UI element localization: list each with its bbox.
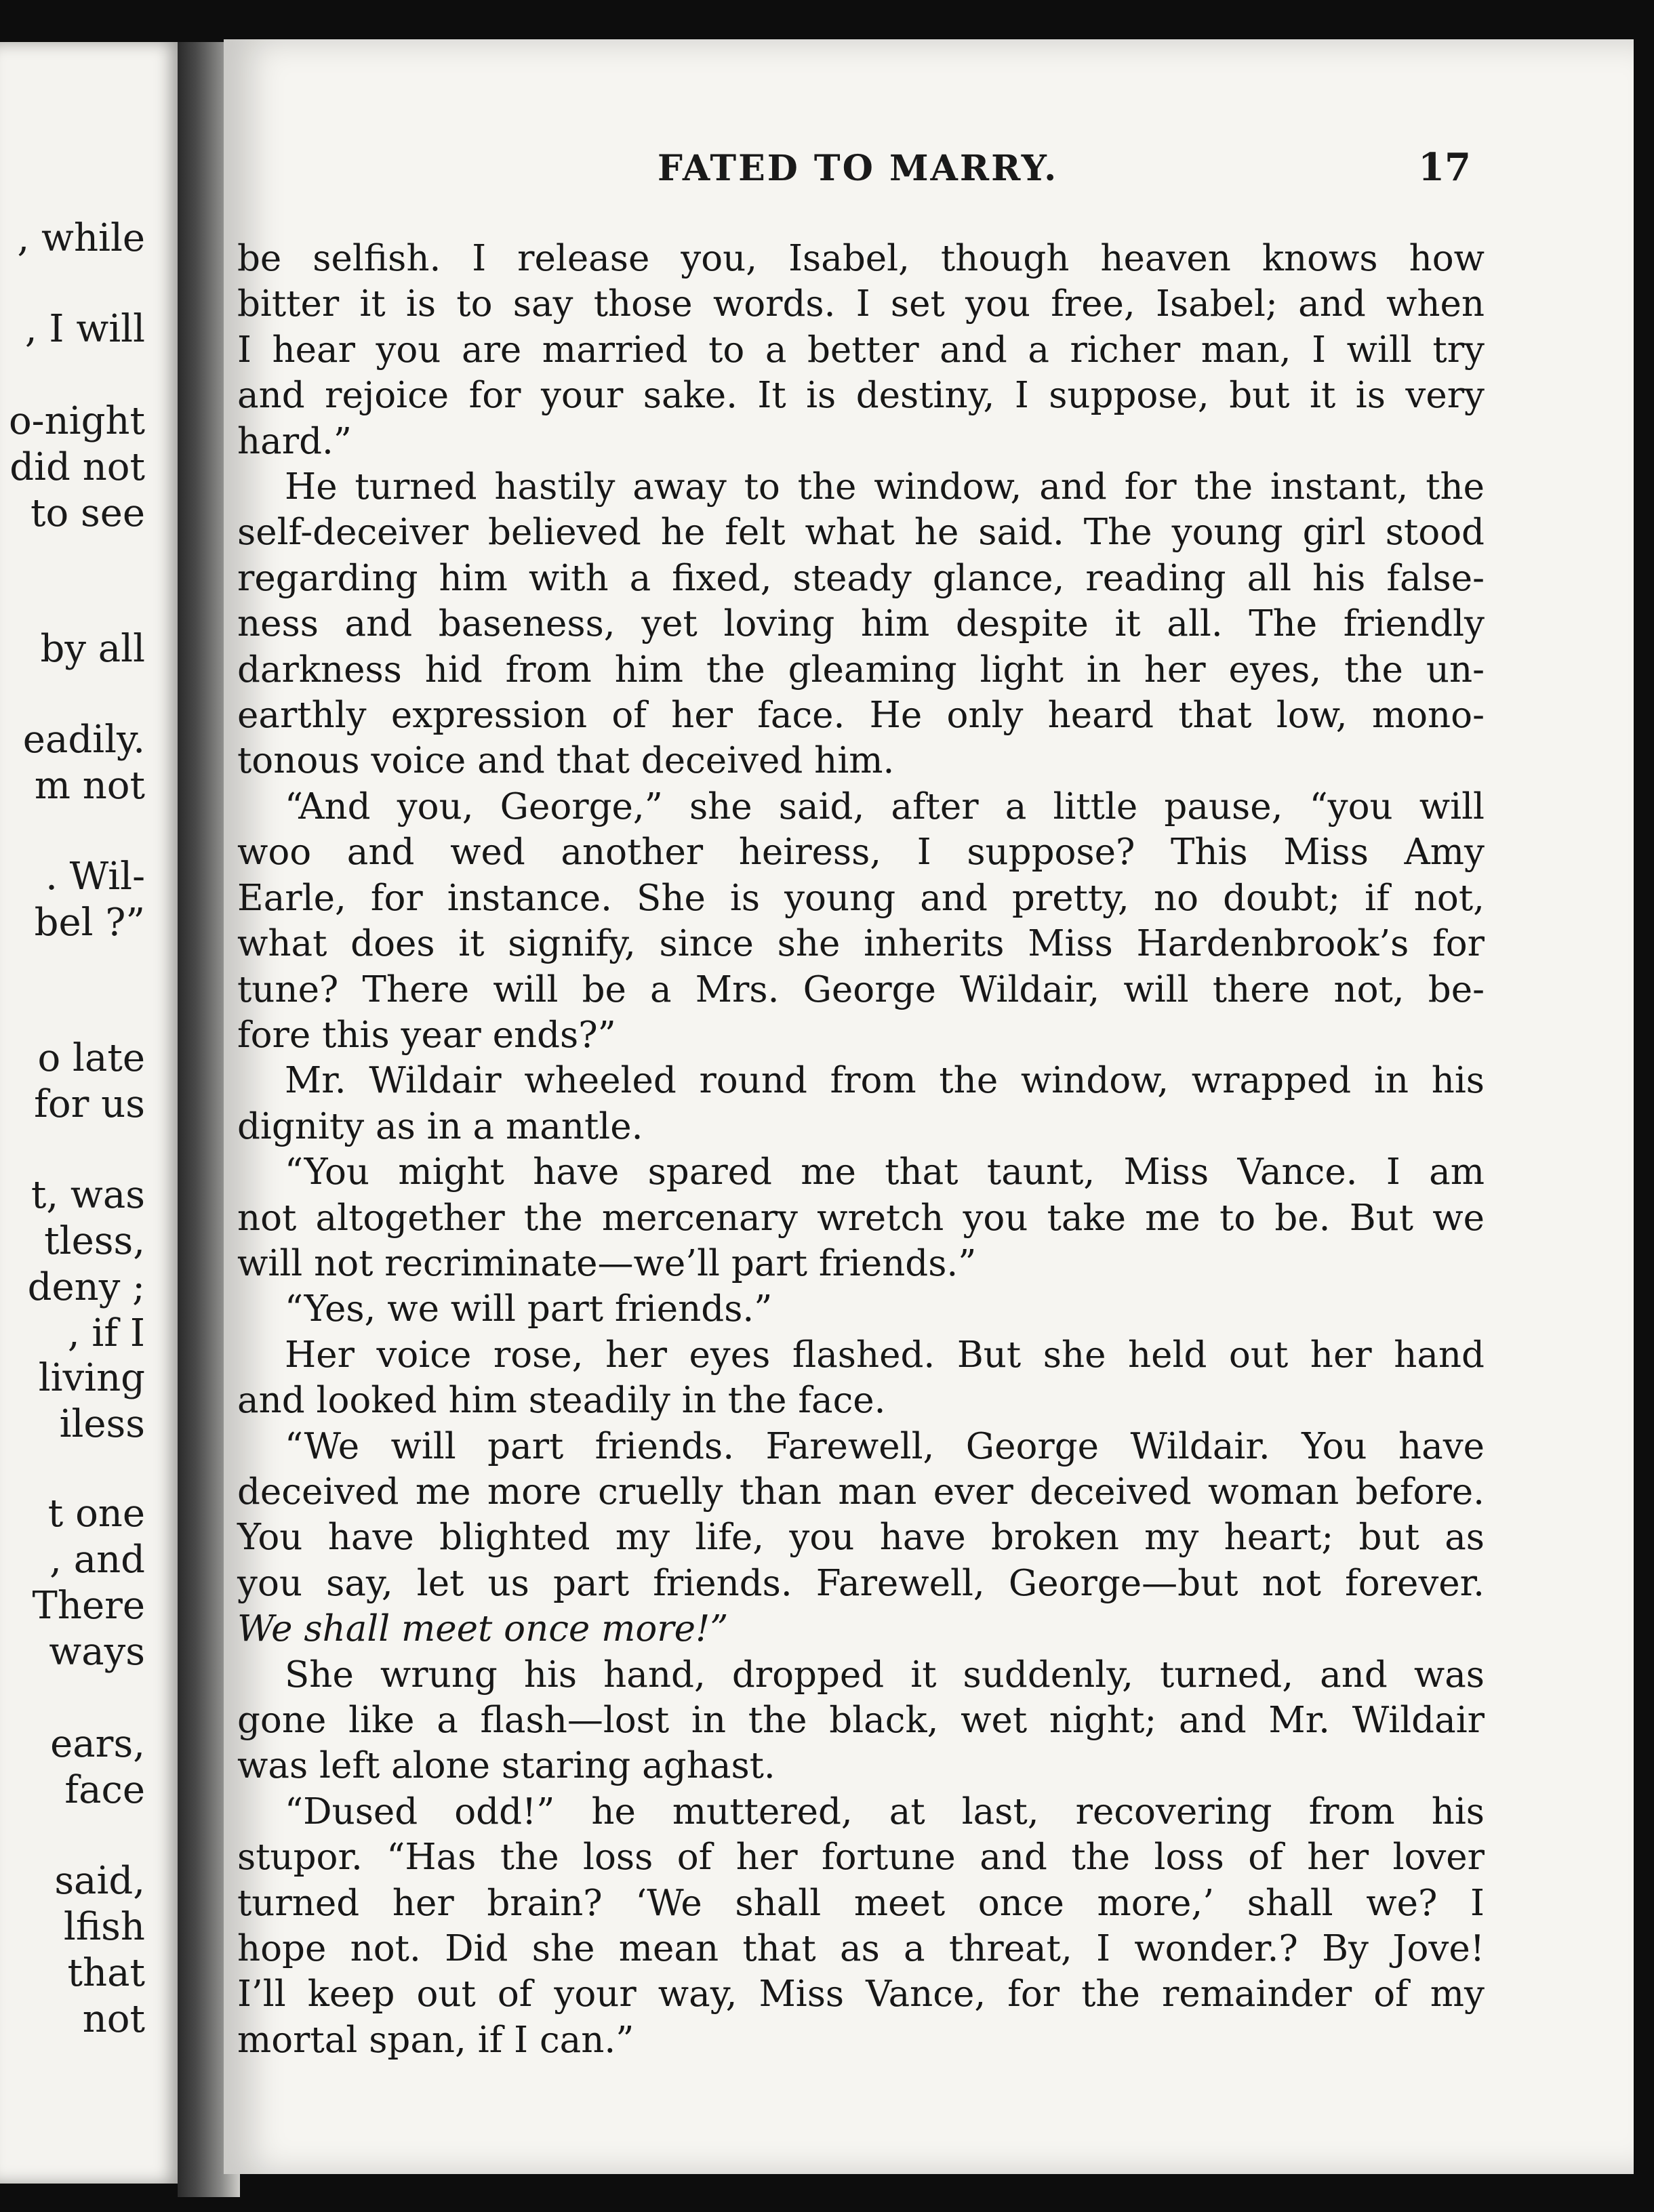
- text-line: stupor. “Has the loss of her fortune and the loss of her lover: [237, 1837, 1485, 1879]
- left-page-line: t one: [47, 1492, 145, 1536]
- left-page-line: m not: [34, 764, 145, 808]
- text-line: He turned hastily away to the window, and for the instant, the: [285, 466, 1485, 508]
- left-page-line: There: [32, 1584, 145, 1628]
- text-line: “You might have spared me that taunt, Miss Vance. I am: [285, 1151, 1485, 1193]
- text-line: I hear you are married to a better and a richer man, I will try: [237, 329, 1485, 371]
- text-line: hard.”: [237, 420, 352, 462]
- text-line: hope not. Did she mean that as a threat, I wonder.? By Jove!: [237, 1928, 1485, 1970]
- text-line: Her voice rose, her eyes flashed. But she held out her hand: [285, 1334, 1485, 1376]
- text-line: darkness hid from him the gleaming light in her eyes, the un-: [237, 649, 1485, 691]
- left-page-line: , if I: [67, 1311, 145, 1355]
- left-page-line: not: [82, 1997, 145, 2041]
- left-page-line: , and: [49, 1538, 145, 1582]
- left-page-line: that: [67, 1951, 145, 1995]
- left-page-line: , while: [17, 216, 145, 260]
- text-line: Earle, for instance. She is young and pretty, no doubt; if not,: [237, 877, 1485, 919]
- text-line: fore this year ends?”: [237, 1014, 616, 1056]
- text-line: “And you, George,” she said, after a little pause, “you will: [285, 785, 1485, 827]
- text-line: tune? There will be a Mrs. George Wildair, will there not, be-: [237, 968, 1485, 1010]
- text-line: be selfish. I release you, Isabel, though heaven knows how: [237, 238, 1485, 279]
- text-line: woo and wed another heiress, I suppose? This Miss Amy: [237, 832, 1485, 874]
- text-line: earthly expression of her face. He only heard that low, mono-: [237, 695, 1485, 737]
- left-page-line: ears,: [50, 1722, 145, 1766]
- text-line: what does it signify, since she inherits Miss Hardenbrook’s for: [237, 923, 1485, 965]
- text-line: She wrung his hand, dropped it suddenly, turned, and was: [285, 1654, 1485, 1696]
- left-facing-page: [0, 42, 183, 2184]
- text-line: dignity as in a mantle.: [237, 1105, 643, 1147]
- text-line: and rejoice for your sake. It is destiny, I suppose, but it is very: [237, 375, 1485, 417]
- left-page-line: iless: [59, 1402, 145, 1446]
- page-number: 17: [1418, 145, 1471, 190]
- text-line: gone like a flash—lost in the black, wet night; and Mr. Wildair: [237, 1700, 1485, 1741]
- left-page-line: ways: [49, 1630, 145, 1674]
- text-line: “Yes, we will part friends.”: [285, 1288, 773, 1330]
- left-page-line: for us: [34, 1082, 145, 1126]
- left-page-line: o-night: [8, 399, 145, 443]
- text-line: deceived me more cruelly than man ever deceived woman before.: [237, 1471, 1485, 1513]
- left-page-line: lfish: [63, 1905, 145, 1949]
- text-line: Mr. Wildair wheeled round from the window, wrapped in his: [285, 1060, 1485, 1102]
- text-line: You have blighted my life, you have broken my heart; but as: [237, 1517, 1485, 1559]
- text-line: will not recriminate—we’ll part friends.”: [237, 1242, 977, 1284]
- text-line: not altogether the mercenary wretch you take me to be. But we: [237, 1197, 1485, 1239]
- left-page-line: deny ;: [27, 1265, 145, 1309]
- left-page-line: by all: [40, 627, 145, 671]
- text-line: We shall meet once more!”: [237, 1608, 729, 1650]
- left-page-line: said,: [54, 1859, 145, 1903]
- left-page-line: did not: [9, 445, 145, 489]
- right-page: [224, 39, 1634, 2174]
- left-page-line: t, was: [31, 1173, 145, 1217]
- text-line: “We will part friends. Farewell, George Wildair. You have: [285, 1425, 1485, 1467]
- left-page-line: face: [64, 1768, 145, 1812]
- text-line: bitter it is to say those words. I set you free, Isabel; and when: [237, 283, 1485, 325]
- text-line: turned her brain? ‘We shall meet once more,’ shall we? I: [237, 1882, 1485, 1924]
- body-text: [237, 236, 1485, 2063]
- left-page-line: tless,: [44, 1219, 145, 1263]
- text-line: ness and baseness, yet loving him despite it all. The friendly: [237, 603, 1485, 645]
- left-page-line: . Wil-: [45, 855, 145, 899]
- left-page-line: , I will: [24, 307, 145, 351]
- text-line: tonous voice and that deceived him.: [237, 740, 895, 782]
- left-page-line: living: [38, 1356, 145, 1400]
- text-line: and looked him steadily in the face.: [237, 1380, 886, 1422]
- text-line: mortal span, if I can.”: [237, 2019, 634, 2061]
- text-line: self-deceiver believed he felt what he said. The young girl stood: [237, 512, 1485, 554]
- left-page-line: eadily.: [22, 718, 145, 762]
- text-line: “Dused odd!” he muttered, at last, recovering from his: [285, 1790, 1485, 1832]
- left-page-line: bel ?”: [34, 901, 145, 945]
- text-line: I’ll keep out of your way, Miss Vance, for the remainder of my: [237, 1973, 1485, 2015]
- text-line: regarding him with a fixed, steady glance, reading all his false-: [237, 557, 1485, 599]
- text-line: you say, let us part friends. Farewell, George—but not forever.: [237, 1562, 1485, 1604]
- left-page-line: o late: [37, 1036, 145, 1080]
- text-line: was left alone staring aghast.: [237, 1745, 775, 1787]
- running-head: FATED TO MARRY.: [658, 148, 1059, 189]
- left-page-line: to see: [30, 491, 145, 535]
